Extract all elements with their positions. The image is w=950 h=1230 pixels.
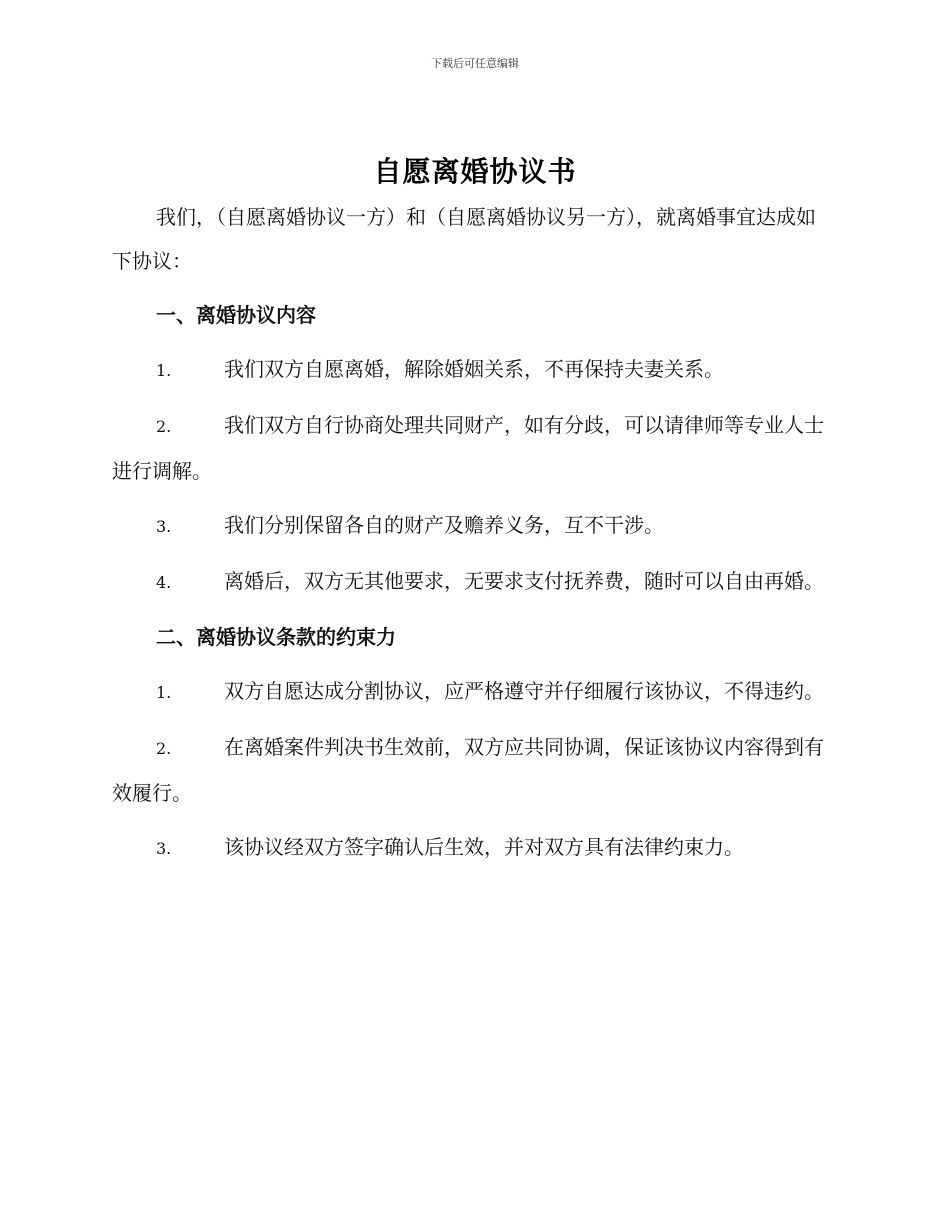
item-text: 该协议经双方签字确认后生效，并对双方具有法律约束力。: [224, 835, 744, 859]
section-heading: 一、离婚协议内容: [156, 303, 316, 327]
header-note: 下载后可任意编辑: [431, 57, 519, 70]
item-number: 3.: [156, 839, 172, 858]
list-item: [112, 403, 834, 493]
item-text: 我们双方自行协商处理共同财产，如有分歧，可以请律师等专业人士进行调解。: [112, 413, 824, 483]
list-item: [112, 559, 834, 605]
document-title: 自愿离婚协议书: [373, 155, 577, 188]
item-number: 1.: [156, 361, 172, 380]
item-text: 在离婚案件判决书生效前，双方应共同协调，保证该协议内容得到有效履行。: [112, 735, 824, 805]
item-number: 1.: [156, 683, 172, 702]
list-item: [112, 503, 834, 549]
list-item: [112, 669, 834, 715]
list-item: [112, 825, 834, 871]
list-item: [112, 347, 834, 393]
intro-paragraph: 我们，（自愿离婚协议一方）和（自愿离婚协议另一方），就离婚事宜达成如下协议：: [112, 205, 816, 273]
section-2: [112, 615, 834, 871]
section-heading: 二、离婚协议条款的约束力: [156, 625, 396, 649]
list-item: [112, 725, 834, 815]
document-body: [112, 195, 834, 881]
item-text: 我们分别保留各自的财产及赡养义务，互不干涉。: [224, 513, 664, 537]
item-number: 4.: [156, 573, 172, 592]
item-text: 离婚后，双方无其他要求，无要求支付抚养费，随时可以自由再婚。: [224, 569, 824, 593]
section-1: [112, 293, 834, 605]
item-text: 我们双方自愿离婚，解除婚姻关系，不再保持夫妻关系。: [224, 357, 724, 381]
item-number: 2.: [156, 417, 172, 436]
item-number: 2.: [156, 739, 172, 758]
item-number: 3.: [156, 517, 172, 536]
item-text: 双方自愿达成分割协议，应严格遵守并仔细履行该协议，不得违约。: [224, 679, 824, 703]
